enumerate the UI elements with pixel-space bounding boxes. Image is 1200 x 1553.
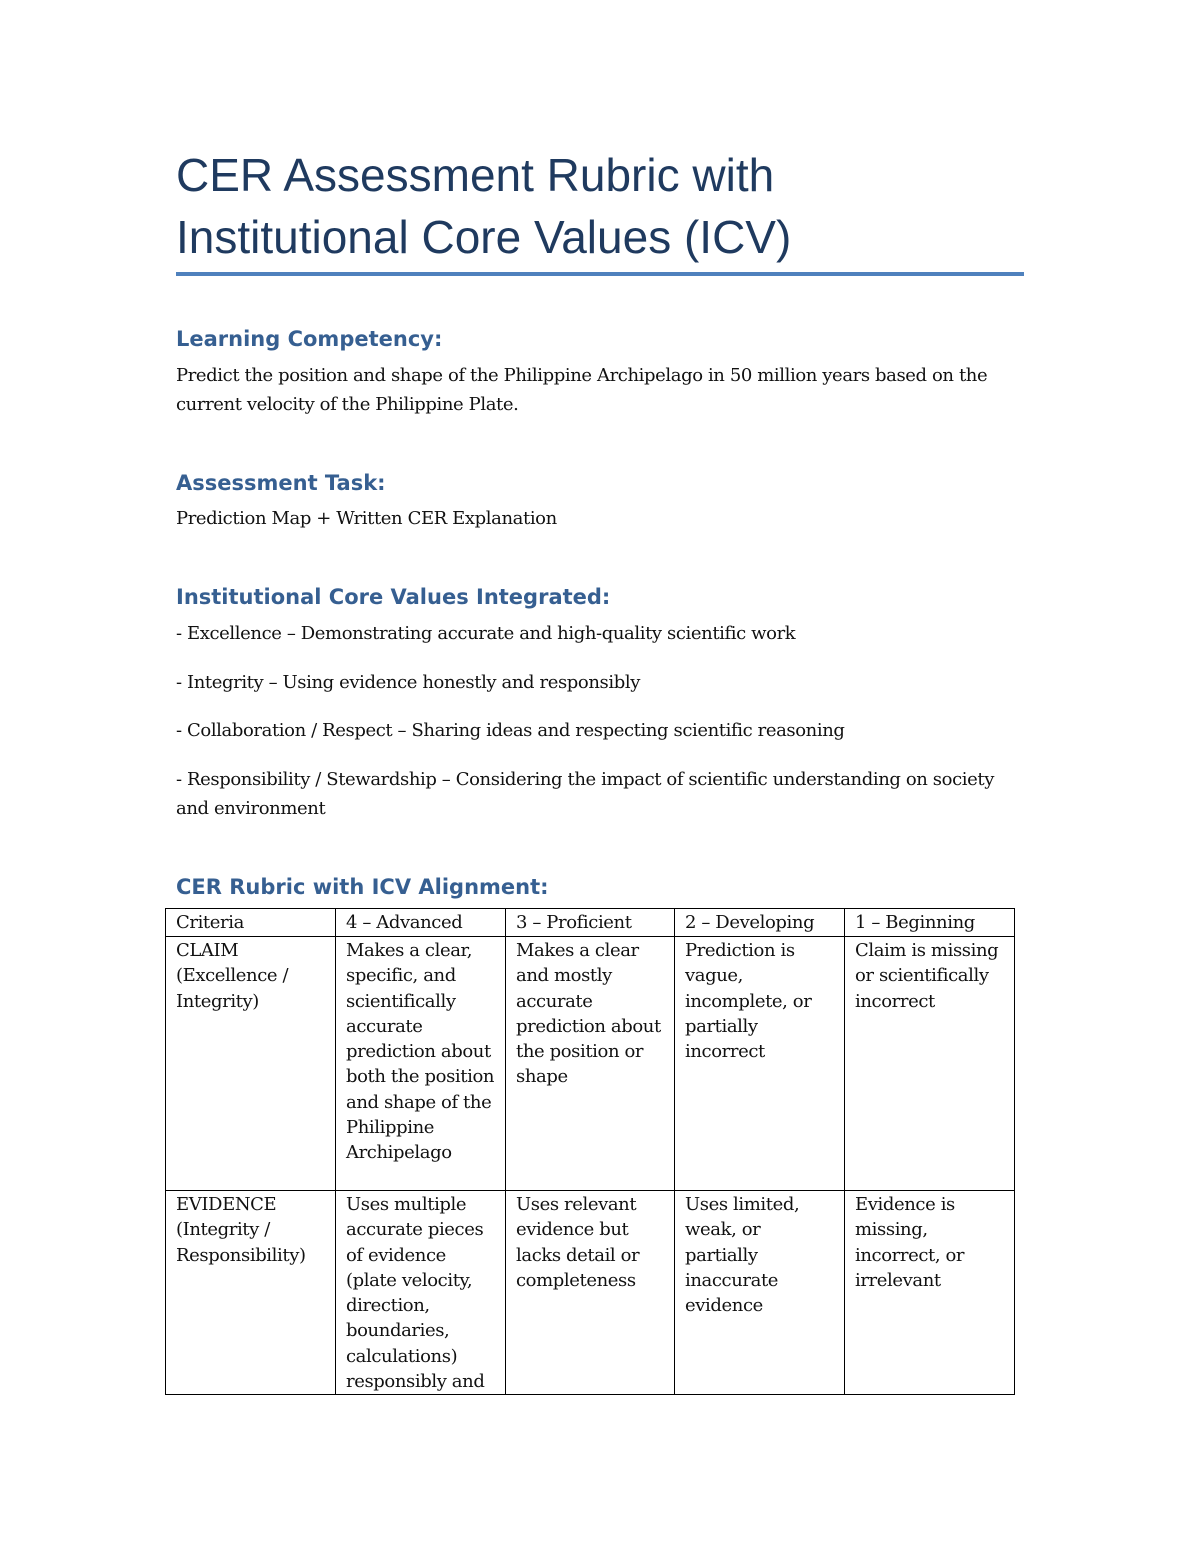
- title-line-2: Institutional Core Values (ICV): [176, 211, 792, 263]
- rubric-header-row: [166, 909, 1015, 937]
- evidence-criteria-cell: [166, 1191, 336, 1395]
- claim-beginning: Claim is missing or scientifically incorrect: [845, 937, 1015, 1191]
- claim-criteria-name: CLAIM: [176, 940, 239, 961]
- evidence-proficient: Uses relevant evidence but lacks detail or completeness: [506, 1191, 675, 1395]
- evidence-developing: Uses limited, weak, or partially inaccurate evidence: [675, 1191, 845, 1395]
- claim-criteria-values: (Excellence / Integrity): [176, 965, 289, 1012]
- core-value-excellence: - Excellence – Demonstrating accurate and high-quality scientific work: [176, 623, 796, 644]
- evidence-criteria-values: (Integrity / Responsibility): [176, 1219, 306, 1266]
- header-beginning: 1 – Beginning: [845, 909, 1015, 937]
- document-title: [176, 144, 1026, 268]
- title-underline: [176, 272, 1024, 276]
- header-proficient: 3 – Proficient: [506, 909, 675, 937]
- rubric-heading: CER Rubric with ICV Alignment:: [176, 875, 549, 899]
- rubric-row-evidence: [166, 1191, 1015, 1395]
- assessment-task-text: Prediction Map + Written CER Explanation: [176, 508, 557, 529]
- core-values-heading: Institutional Core Values Integrated:: [176, 585, 611, 609]
- rubric-table: [165, 908, 1015, 1395]
- evidence-advanced: Uses multiple accurate pieces of evidence (plate velocity, direction, boundaries, calculations) responsibly and: [336, 1191, 506, 1395]
- evidence-beginning: Evidence is missing, incorrect, or irrelevant: [845, 1191, 1015, 1395]
- claim-developing: Prediction is vague, incomplete, or partially incorrect: [675, 937, 845, 1191]
- assessment-task-heading: Assessment Task:: [176, 471, 386, 495]
- rubric-row-claim: [166, 937, 1015, 1191]
- core-value-collaboration: - Collaboration / Respect – Sharing ideas and respecting scientific reasoning: [176, 720, 845, 741]
- claim-criteria-cell: [166, 937, 336, 1191]
- claim-advanced: Makes a clear, specific, and scientifically accurate prediction about both the position and shape of the Philippine Archipelago: [336, 937, 506, 1191]
- core-value-responsibility: - Responsibility / Stewardship – Considering the impact of scientific understanding on society and environment: [176, 769, 994, 819]
- learning-competency-heading: Learning Competency:: [176, 327, 443, 351]
- evidence-criteria-name: EVIDENCE: [176, 1194, 277, 1215]
- header-criteria: Criteria: [166, 909, 336, 937]
- core-value-integrity: - Integrity – Using evidence honestly and responsibly: [176, 672, 640, 693]
- title-line-1: CER Assessment Rubric with: [176, 149, 775, 201]
- header-developing: 2 – Developing: [675, 909, 845, 937]
- header-advanced: 4 – Advanced: [336, 909, 506, 937]
- claim-proficient: Makes a clear and mostly accurate prediction about the position or shape: [506, 937, 675, 1191]
- learning-competency-text: Predict the position and shape of the Philippine Archipelago in 50 million years based on the current velocity of the Philippine Plate.: [176, 365, 988, 415]
